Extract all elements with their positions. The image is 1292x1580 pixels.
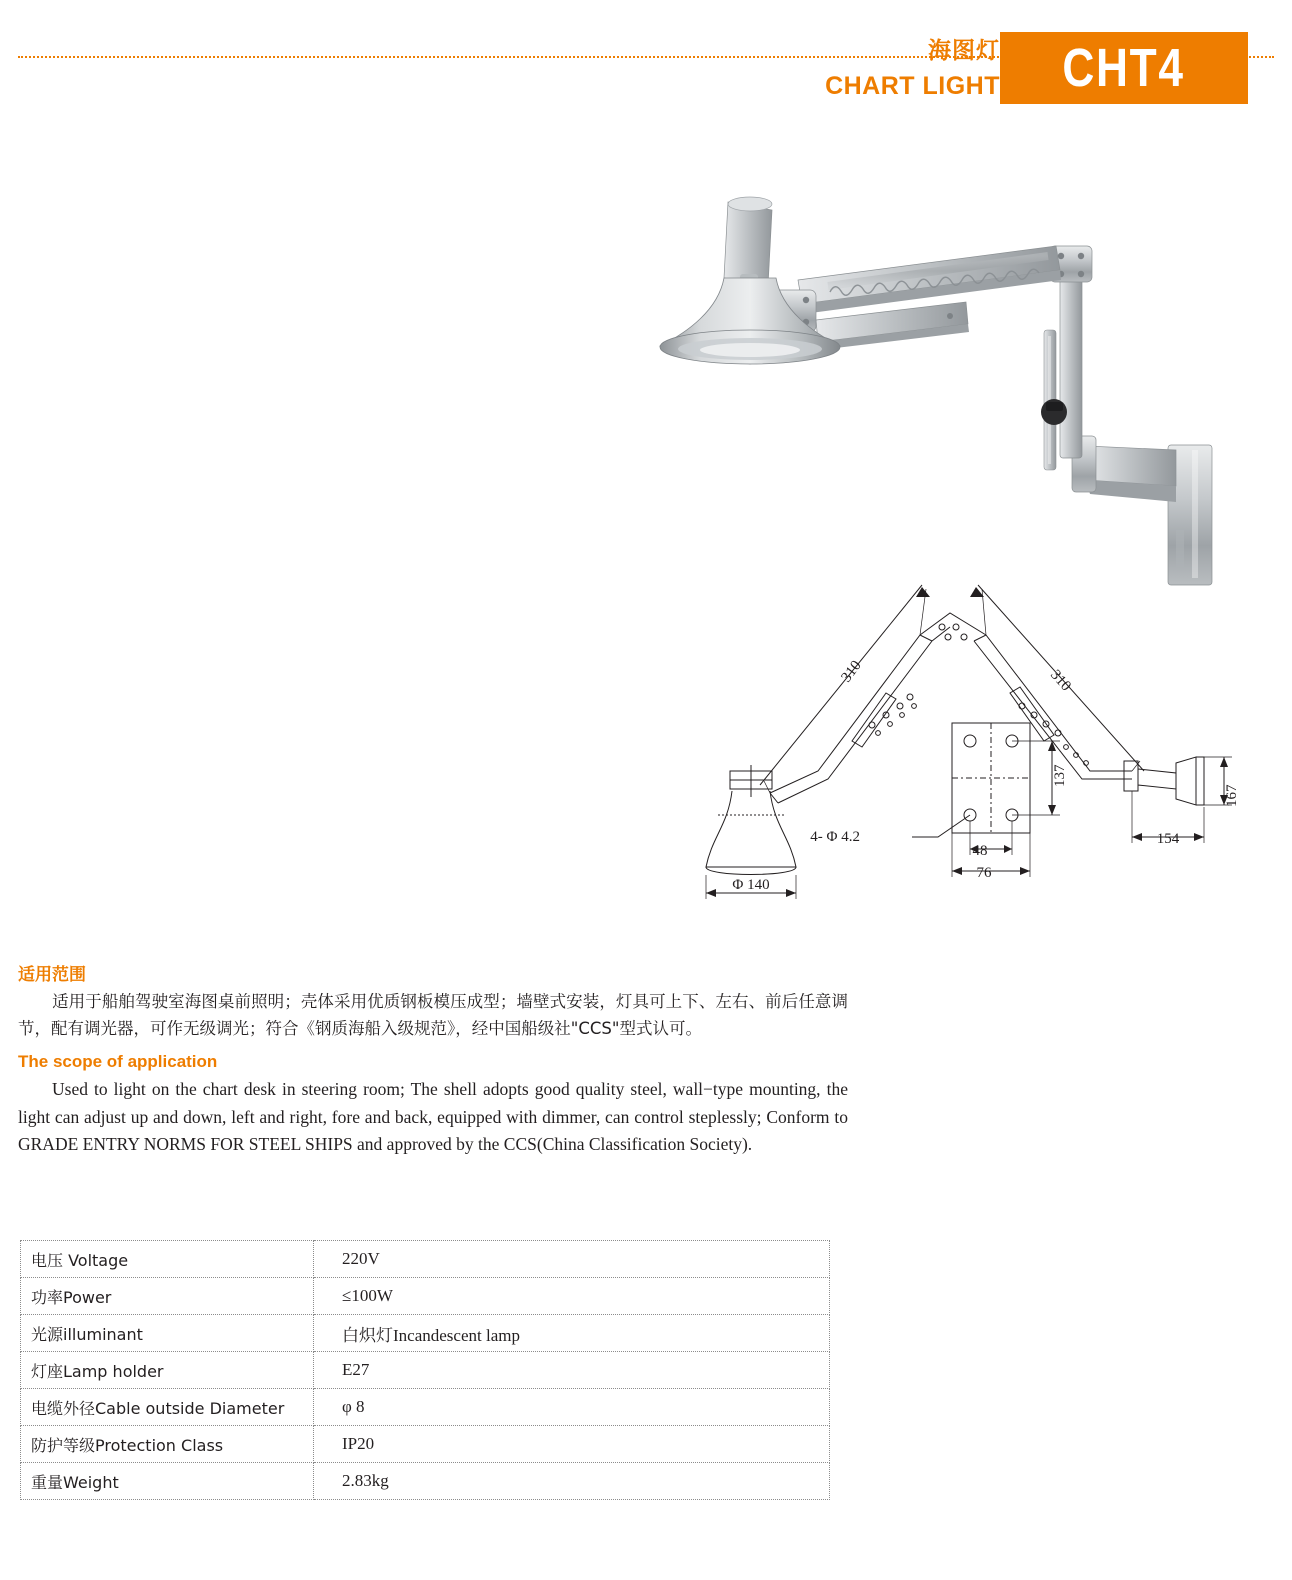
scope-body-cn [18,989,848,1042]
dim-text-137: 137 [1052,764,1068,787]
spec-value: IP20 [314,1426,830,1463]
table-row [21,1463,830,1500]
leader-4-phi42 [912,815,970,837]
header-title-group [825,40,1000,99]
spec-value: 白炽灯Incandescent lamp [314,1315,830,1352]
table-row [21,1389,830,1426]
drawing-mounting-plate [952,723,1030,833]
spec-value: E27 [314,1352,830,1389]
scope-heading-en: The scope of application [18,1052,218,1072]
product-photo [620,150,1280,610]
dim-text-154: 154 [1156,831,1180,847]
table-row [21,1278,830,1315]
spec-value: ≤100W [314,1278,830,1315]
spec-param: 防护等级Protection Class [21,1426,314,1463]
table-row [21,1352,830,1389]
spec-param: 功率Power [21,1278,314,1315]
model-code-badge [1000,32,1248,104]
dim-text-76: 76 [976,865,992,881]
dim-text-48: 48 [972,843,988,859]
table-row [21,1426,830,1463]
drawing-wall-bracket [1124,757,1204,805]
dim-text-phi140: Φ 140 [732,877,770,893]
upper-arm [798,246,1061,314]
scope-heading-cn: 适用范围 [18,965,86,985]
dim-arrowheads [706,587,1228,897]
spec-param: 重量Weight [21,1463,314,1500]
wall-bracket [1072,436,1176,502]
scope-body-cn-text: 适用于船舶驾驶室海图桌前照明；壳体采用优质钢板模压成型；墙壁式安装，灯具可上下、左右、前后任意调节，配有调光器，可作无级调光；符合《钢质海船入级规范》，经中国船级社"CCS"型式认可。 [18,992,848,1038]
dim-text-310-left: 310 [838,657,865,686]
spec-param: 灯座Lamp holder [21,1352,314,1389]
scope-section [18,960,848,1158]
scope-body-en [18,1076,848,1157]
table-row [21,1315,830,1352]
dim-line-310-left [760,585,926,793]
dim-text-4-phi42: 4- Φ 4.2 [810,829,860,845]
table-row [21,1241,830,1278]
dimension-drawing [620,575,1280,935]
spec-value: 2.83kg [314,1463,830,1500]
adjust-knob [1041,399,1067,425]
scope-body-en-text: Used to light on the chart desk in steering room; The shell adopts good quality steel, wall−type mounting, the light can adjust up and down, left and right, fore and back, equipped with dimmer, can control steplessly; Conform to GRADE ENTRY NORMS FOR STEEL SHIPS and approved by the CCS(China Classification Society). [18,1079,848,1154]
specifications-table [20,1240,830,1500]
page-title-cn: 海图灯 [928,38,1000,64]
vertical-column [1044,268,1082,470]
spec-param: 光源illuminant [21,1315,314,1352]
spec-table-body [21,1241,830,1500]
drawing-apex [920,613,986,641]
dim-text-167: 167 [1224,784,1240,807]
dimension-drawing-svg [620,575,1280,935]
model-code-text: CHT4 [1062,38,1186,98]
spec-value: 220V [314,1241,830,1278]
spec-param: 电缆外径Cable outside Diameter [21,1389,314,1426]
product-photo-svg [620,150,1280,610]
page-header [0,0,1292,120]
page-title-en: CHART LIGHT [825,72,1000,100]
dim-text-310-right: 310 [1047,666,1074,695]
lamp-neck [724,197,772,288]
drawing-lamp-head [706,765,796,875]
spec-param: 电压 Voltage [21,1241,314,1278]
spec-value: φ 8 [314,1389,830,1426]
drawing-right-arm [974,635,1132,779]
